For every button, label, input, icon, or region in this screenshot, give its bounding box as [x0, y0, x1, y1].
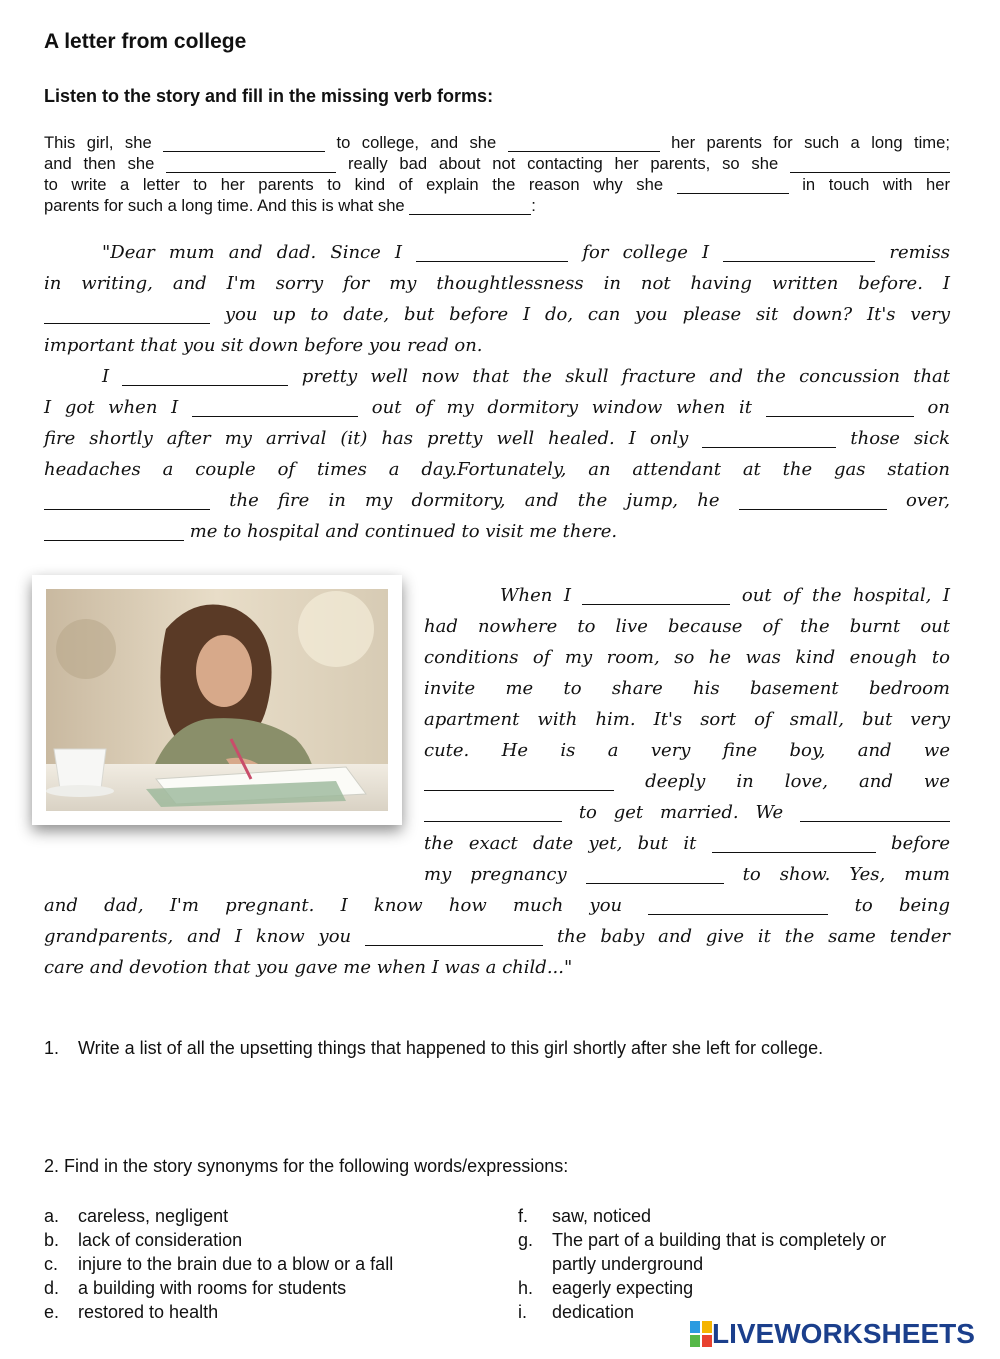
- letter-row: the exact date yet, but it before: [424, 833, 950, 854]
- photo-frame: [32, 575, 402, 825]
- instructions: Listen to the story and fill in the missing verb forms:: [44, 86, 494, 106]
- question-2: 2. Find in the story synonyms for the following words/expressions:: [44, 1156, 569, 1176]
- letter-row: cute. He is a very fine boy, and we: [424, 740, 950, 761]
- blank-intro-5[interactable]: [677, 177, 789, 194]
- blank-intro-3[interactable]: [166, 156, 336, 173]
- letter-row: to get married. We: [424, 802, 950, 823]
- letter-row: the fire in my dormitory, and the jump, he over,: [44, 490, 950, 511]
- letter-row: When I out of the hospital, I: [500, 585, 950, 606]
- blank-letter-16[interactable]: [586, 867, 724, 884]
- letter-row: invite me to share his basement bedroom: [424, 678, 950, 699]
- intro-line-1: This girl, she to college, and she her parents for such a long time;: [44, 133, 950, 152]
- letter-row: important that you sit down before you read on.: [44, 335, 483, 356]
- intro-line-3: to write a letter to her parents to kind of explain the reason why she in touch with her: [44, 175, 950, 194]
- blank-letter-4[interactable]: [122, 369, 288, 386]
- blank-letter-7[interactable]: [702, 431, 836, 448]
- letter-row: I pretty well now that the skull fracture and the concussion that: [102, 366, 951, 387]
- letter-row: had nowhere to live because of the burnt out: [424, 616, 950, 637]
- letter-row: conditions of my room, so he was kind enough to: [424, 647, 950, 668]
- blank-intro-4[interactable]: [790, 156, 950, 173]
- letter-row: grandparents, and I know you the baby and give it the same tender: [44, 926, 950, 947]
- blank-letter-10[interactable]: [44, 524, 184, 541]
- letter-row: headaches a couple of times a day.Fortunately, an attendant at the gas station: [44, 459, 950, 480]
- blank-letter-6[interactable]: [766, 400, 914, 417]
- blank-intro-6[interactable]: [409, 198, 531, 215]
- blank-letter-18[interactable]: [365, 929, 543, 946]
- letter-row: "Dear mum and dad. Since I for college I remiss: [102, 242, 950, 263]
- logo-blocks-icon: [690, 1321, 712, 1347]
- blank-letter-5[interactable]: [192, 400, 358, 417]
- letter-row: fire shortly after my arrival (it) has pretty well healed. I only those sick: [44, 428, 950, 449]
- letter-row: care and devotion that you gave me when I was a child...": [44, 957, 573, 978]
- blank-letter-12[interactable]: [424, 774, 614, 791]
- letter-row: my pregnancy to show. Yes, mum: [424, 864, 950, 885]
- letter-row: and dad, I'm pregnant. I know how much you to being: [44, 895, 951, 916]
- letter-row: you up to date, but before I do, can you please sit down? It's very: [44, 304, 950, 325]
- blank-letter-15[interactable]: [712, 836, 876, 853]
- letter-row: me to hospital and continued to visit me there.: [44, 521, 950, 542]
- blank-letter-13[interactable]: [424, 805, 562, 822]
- photo-illustration: [46, 589, 388, 811]
- liveworksheets-logo[interactable]: [690, 1316, 975, 1352]
- blank-intro-2[interactable]: [508, 135, 660, 152]
- photo-girl-writing: [46, 589, 388, 811]
- blank-letter-17[interactable]: [648, 898, 828, 915]
- letter-row: apartment with him. It's sort of small, but very: [424, 709, 950, 730]
- logo-text: LIVEWORKSHEETS: [712, 1318, 975, 1349]
- blank-letter-14[interactable]: [800, 805, 950, 822]
- worksheet-title: A letter from college: [44, 30, 247, 53]
- blank-letter-1[interactable]: [416, 245, 568, 262]
- intro-line-4: parents for such a long time. And this is what she :: [44, 196, 536, 215]
- intro-paragraph: [44, 132, 950, 216]
- blank-letter-3[interactable]: [44, 307, 210, 324]
- letter-row: I got when I out of my dormitory window when it on: [44, 397, 950, 418]
- letter-row: deeply in love, and we: [424, 771, 950, 792]
- question-1: 1. Write a list of all the upsetting things that happened to this girl shortly after she left for college.: [44, 1038, 824, 1058]
- blank-letter-11[interactable]: [582, 588, 730, 605]
- intro-line-2: and then she really bad about not contacting her parents, so she: [44, 153, 950, 174]
- blank-letter-8[interactable]: [44, 493, 210, 510]
- blank-intro-1[interactable]: [163, 135, 325, 152]
- blank-letter-9[interactable]: [739, 493, 887, 510]
- blank-letter-2[interactable]: [723, 245, 875, 262]
- letter-row: in writing, and I'm sorry for my thoughtlessness in not having written before. I: [44, 273, 950, 294]
